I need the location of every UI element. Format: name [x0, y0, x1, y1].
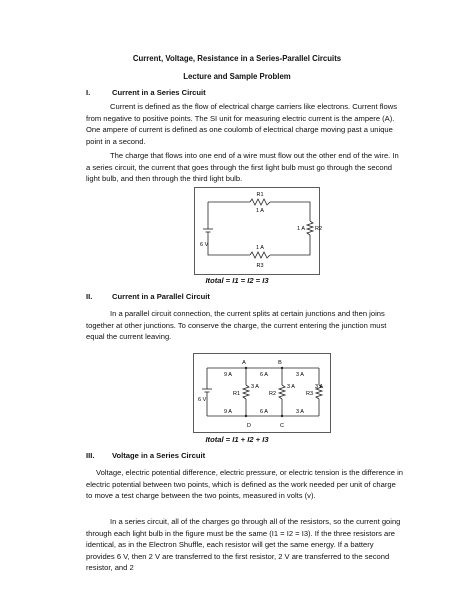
label-r2: R2 [315, 226, 323, 232]
document-subtitle: Lecture and Sample Problem [183, 72, 291, 81]
section-2-number: II. [86, 292, 93, 301]
section-3-paragraph-2 [86, 516, 404, 574]
current-top-1: 9 A [224, 372, 232, 378]
battery-symbol [203, 229, 213, 235]
section-1-paragraph-1-text: Current is defined as the flow of electrical charge carriers like electrons. Current flows from negative to positive points. The SI unit for measuring electric current is the ampere (A). One ampere of current is defined as one coulomb of electrical charge moving past a unique point in a second. [86, 102, 397, 146]
current-bottom-label: 1 A [256, 245, 264, 251]
junction-a [245, 367, 247, 369]
section-3-paragraph-1-text: Voltage, electric potential difference, electric pressure, or electric tension is the difference in electric potential between two points, which is defined as the work needed per unit of charge to move a test charge between the two points, measured in volts (v). [86, 468, 404, 501]
label-r3: R3 [256, 263, 264, 269]
parallel-battery-label: 6 V [198, 397, 207, 403]
parallel-circuit-diagram [193, 353, 331, 433]
label-r1: R1 [256, 192, 264, 198]
current-top-label: 1 A [256, 208, 264, 214]
current-r1: 3 A [251, 384, 259, 390]
section-1-paragraph-2 [86, 150, 404, 185]
label-junction-a: A [242, 360, 246, 366]
current-r3: 3 A [315, 384, 323, 390]
section-3-paragraph-2-text: In a series circuit, all of the charges go through all of the resistors, so the current going through each light bulb in the figure must be the same (I1 = I2 = I3). If the three resistors are identical, as in the Electron Shuffle, each resistor will get the same energy. If a battery provides 6 V, then 2 V are transferred to the first resistor, 2 V are transferred to the second resistor, and 2 [86, 517, 401, 573]
current-bottom-3: 3 A [296, 409, 304, 415]
section-1-title: Current in a Series Circuit [112, 88, 206, 97]
section-3-number: III. [86, 451, 95, 460]
section-2-paragraph-1 [86, 308, 404, 343]
junction-b [281, 367, 283, 369]
resistor-r1 [250, 199, 270, 205]
section-1-paragraph-1 [86, 101, 404, 147]
series-circuit-diagram [194, 187, 323, 275]
current-r2: 3 A [287, 384, 295, 390]
label-parallel-r3: R3 [305, 391, 313, 397]
section-1-paragraph-2-text: The charge that flows into one end of a wire must flow out the other end of the wire. In a series circuit, the current that goes through the first light bulb must go through the second light bulb, and then through the third light bulb. [86, 151, 399, 184]
section-2-title: Current in a Parallel Circuit [112, 292, 210, 301]
section-2-paragraph-1-text: In a parallel circuit connection, the current splits at certain junctions and then joins together at other junctions. To conserve the charge, the current entering the junction must equal the current leaving. [86, 309, 387, 342]
parallel-resistor-r2 [279, 385, 285, 399]
label-junction-d: D [247, 423, 251, 429]
parallel-battery-symbol [202, 389, 212, 395]
current-right-label: 1 A [297, 226, 305, 232]
current-top-2: 6 A [260, 372, 268, 378]
document-title: Current, Voltage, Resistance in a Series-Parallel Circuits [132, 54, 342, 63]
label-parallel-r1: R1 [232, 391, 240, 397]
current-bottom-1: 9 A [224, 409, 232, 415]
junction-c [281, 415, 283, 417]
parallel-current-equation: Itotal = I1 + I2 + I3 [205, 435, 269, 444]
section-3-paragraph-1 [86, 467, 404, 502]
junction-d [245, 415, 247, 417]
label-parallel-r2: R2 [268, 391, 276, 397]
current-bottom-2: 6 A [260, 409, 268, 415]
resistor-r2 [307, 221, 313, 235]
series-current-equation: Itotal = I1 = I2 = I3 [205, 276, 269, 285]
label-junction-c: C [280, 423, 284, 429]
section-1-number: I. [86, 88, 91, 97]
section-3-title: Voltage in a Series Circuit [112, 451, 206, 460]
label-junction-b: B [278, 360, 282, 366]
battery-voltage-label: 6 V [200, 242, 209, 248]
parallel-resistor-r1 [243, 385, 249, 399]
resistor-r3 [250, 252, 270, 258]
current-top-3: 3 A [296, 372, 304, 378]
